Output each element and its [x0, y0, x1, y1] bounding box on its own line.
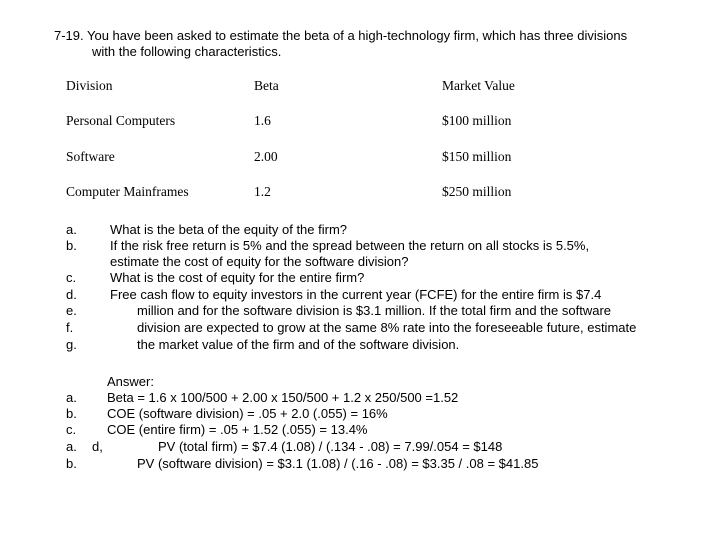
question-text-line-2: If the risk free return is 5% and the spread between the return on all stocks is 5.5%,	[110, 238, 590, 253]
row-3-beta: 1.2	[254, 184, 271, 199]
answer-letter-a: a.	[66, 390, 77, 405]
question-text-line-6: million and for the software division is $3.1 million. If the total firm and the software	[137, 303, 611, 318]
question-letter-g: g.	[66, 337, 77, 352]
header-division: Division	[66, 78, 113, 93]
row-2-beta: 2.00	[254, 149, 278, 164]
problem-line-1: 7-19. You have been asked to estimate the beta of a high-technology firm, which has three divisions	[54, 28, 628, 43]
question-letter-c: c.	[66, 270, 77, 285]
question-text-line-4: What is the cost of equity for the entire firm?	[110, 270, 365, 285]
answer-heading: Answer:	[107, 374, 154, 389]
answer-text-c: COE (entire firm) = .05 + 1.52 (.055) = 13.4%	[107, 422, 368, 437]
row-2-market-value: $150 million	[442, 149, 512, 164]
row-3-market-value: $250 million	[442, 184, 512, 199]
question-text-line-5: Free cash flow to equity investors in the current year (FCFE) for the entire firm is $7.4	[110, 287, 602, 302]
answer-letter-e: b.	[66, 456, 77, 471]
row-1-beta: 1.6	[254, 113, 271, 128]
row-1-division: Personal Computers	[66, 113, 176, 128]
answer-sub-d: d,	[92, 439, 103, 454]
question-letter-d: d.	[66, 287, 77, 302]
question-text-line-3: estimate the cost of equity for the software division?	[110, 254, 409, 269]
question-letter-a: a.	[66, 222, 77, 237]
problem-line-2: with the following characteristics.	[92, 44, 282, 59]
question-letter-e: e.	[66, 303, 77, 318]
question-letter-f: f.	[66, 320, 74, 335]
question-text-line-7: division are expected to grow at the same 8% rate into the foreseeable future, estimate	[137, 320, 637, 335]
answer-text-b: COE (software division) = .05 + 2.0 (.055) = 16%	[107, 406, 388, 421]
row-2-division: Software	[66, 149, 115, 164]
answer-letter-d: a.	[66, 439, 77, 454]
answer-letter-b: b.	[66, 406, 77, 421]
answer-letter-c: c.	[66, 422, 77, 437]
row-1-market-value: $100 million	[442, 113, 512, 128]
answer-text-a: Beta = 1.6 x 100/500 + 2.00 x 150/500 + 1.2 x 250/500 =1.52	[107, 390, 459, 405]
row-3-division: Computer Mainframes	[66, 184, 189, 199]
question-text-line-1: What is the beta of the equity of the firm?	[110, 222, 348, 237]
answer-text-e: PV (software division) = $3.1 (1.08) / (.16 - .08) = $3.35 / .08 = $41.85	[137, 456, 539, 471]
header-market-value: Market Value	[442, 78, 515, 93]
answer-text-d: PV (total firm) = $7.4 (1.08) / (.134 - .08) = 7.99/.054 = $148	[158, 439, 503, 454]
question-text-line-8: the market value of the firm and of the software division.	[137, 337, 460, 352]
header-beta: Beta	[254, 78, 279, 93]
question-letter-b: b.	[66, 238, 77, 253]
